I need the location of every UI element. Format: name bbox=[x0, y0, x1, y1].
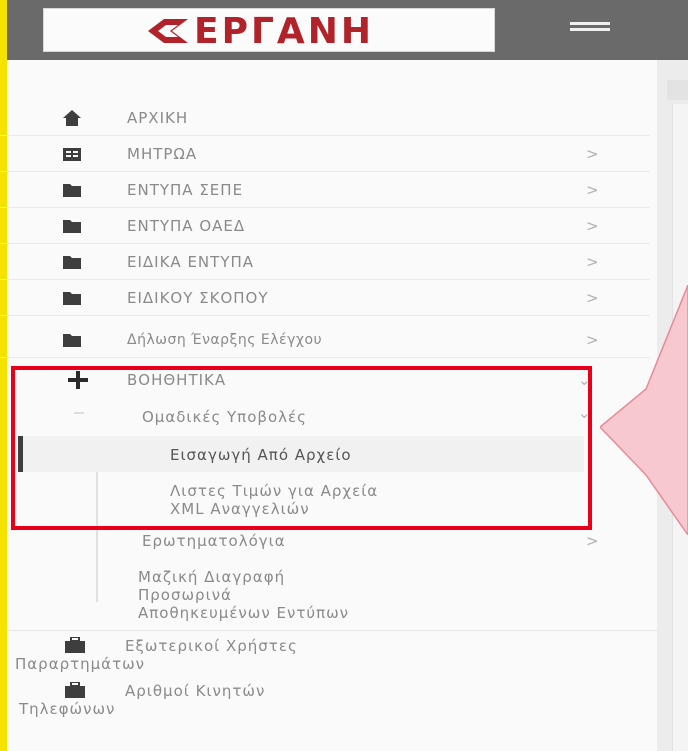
folder-icon bbox=[62, 181, 82, 199]
sidebar-item-label: ΕΝΤΥΠΑ ΟΑΕΔ bbox=[127, 216, 246, 235]
home-icon bbox=[62, 109, 82, 127]
chevron-right-icon: > bbox=[586, 532, 600, 550]
sidebar-item-label: Δήλωση Έναρξης Ελέγχου bbox=[127, 331, 323, 348]
folder-icon bbox=[62, 289, 82, 307]
folder-icon bbox=[62, 331, 82, 349]
callout-arrow bbox=[600, 285, 688, 535]
sidebar-item-label: Ερωτηματολόγια bbox=[142, 532, 286, 550]
sidebar-item-erotimatologia[interactable] bbox=[0, 530, 650, 558]
chevron-right-icon: > bbox=[586, 330, 600, 349]
ergani-logo-icon bbox=[144, 15, 192, 47]
sidebar-item-label: Παραρτημάτων bbox=[15, 655, 146, 673]
sidebar-item-entypa-oaed[interactable] bbox=[0, 208, 650, 244]
sidebar-item-label: Προσωρινά bbox=[138, 586, 232, 604]
chevron-right-icon: > bbox=[586, 252, 600, 271]
folder-icon bbox=[62, 253, 82, 271]
sidebar-item-label: Λιστες Τιμών για Αρχεία bbox=[170, 482, 379, 500]
sidebar-item-boithitika[interactable] bbox=[0, 362, 650, 398]
logo[interactable] bbox=[43, 8, 495, 52]
sidebar-item-exoterikoi-xristes[interactable] bbox=[7, 630, 657, 677]
chevron-right-icon: > bbox=[586, 144, 600, 163]
sidebar-item-label: ΒΟΗΘΗΤΙΚΑ bbox=[127, 371, 227, 389]
sidebar-item-entypa-sepe[interactable] bbox=[0, 172, 650, 208]
sidebar-item-label: Εισαγωγή Από Αρχείο bbox=[170, 446, 352, 464]
chevron-right-icon: > bbox=[586, 216, 600, 235]
sidebar-item-omadikes-ypovoles[interactable] bbox=[0, 400, 650, 434]
sidebar-item-arithmoi-kiniton[interactable] bbox=[7, 680, 657, 726]
content-strip bbox=[667, 80, 688, 100]
plus-icon bbox=[68, 371, 88, 389]
sidebar-item-label: Ομαδικές Υποβολές bbox=[142, 408, 307, 426]
hamburger-menu-button[interactable] bbox=[570, 22, 610, 38]
briefcase-icon bbox=[65, 682, 85, 698]
registry-icon bbox=[62, 145, 82, 163]
sidebar-item-listes-timon-xml[interactable] bbox=[0, 482, 650, 522]
sidebar-item-label: ΜΗΤΡΩΑ bbox=[127, 144, 198, 163]
folder-icon bbox=[62, 217, 82, 235]
sidebar-item-label: Τηλεφώνων bbox=[19, 700, 116, 718]
sidebar-item-label: XML Αναγγελιών bbox=[170, 500, 310, 518]
sidebar-item-dilosi-enarxis[interactable] bbox=[0, 322, 650, 358]
sidebar-item-eidika-entypa[interactable] bbox=[0, 244, 650, 280]
logo-text: ΕΡΓΑΝΗ bbox=[194, 11, 375, 52]
sidebar-item-label: ΕΙΔΙΚΟΥ ΣΚΟΠΟΥ bbox=[127, 288, 269, 307]
sidebar-item-label: ΕΝΤΥΠΑ ΣΕΠΕ bbox=[127, 180, 244, 199]
sidebar-item-mitroa[interactable] bbox=[0, 136, 650, 172]
sidebar-item-label: ΑΡΧΙΚΗ bbox=[127, 108, 189, 127]
sidebar-item-eidikou-skopou[interactable] bbox=[0, 280, 650, 316]
sidebar-item-label: ΕΙΔΙΚΑ ΕΝΤΥΠΑ bbox=[127, 252, 255, 271]
top-header bbox=[7, 0, 688, 60]
sidebar-item-label: Εξωτερικοί Χρήστες bbox=[125, 637, 298, 655]
chevron-down-icon: ⌄ bbox=[578, 404, 592, 422]
sidebar-item-maziki-diagrafi[interactable] bbox=[0, 568, 650, 628]
sidebar-item-eisagogi-apo-arxeio[interactable] bbox=[0, 444, 650, 472]
sidebar-item-label: Αποθηκευμένων Εντύπων bbox=[138, 604, 350, 622]
sidebar-item-home[interactable] bbox=[0, 100, 650, 136]
chevron-right-icon: > bbox=[586, 180, 600, 199]
sidebar-item-label: Μαζική Διαγραφή bbox=[138, 568, 286, 586]
chevron-down-icon: ⌄ bbox=[578, 371, 592, 389]
chevron-right-icon: > bbox=[586, 288, 600, 307]
sidebar-item-label: Αριθμοί Κινητών bbox=[125, 682, 266, 700]
briefcase-icon bbox=[65, 637, 85, 653]
